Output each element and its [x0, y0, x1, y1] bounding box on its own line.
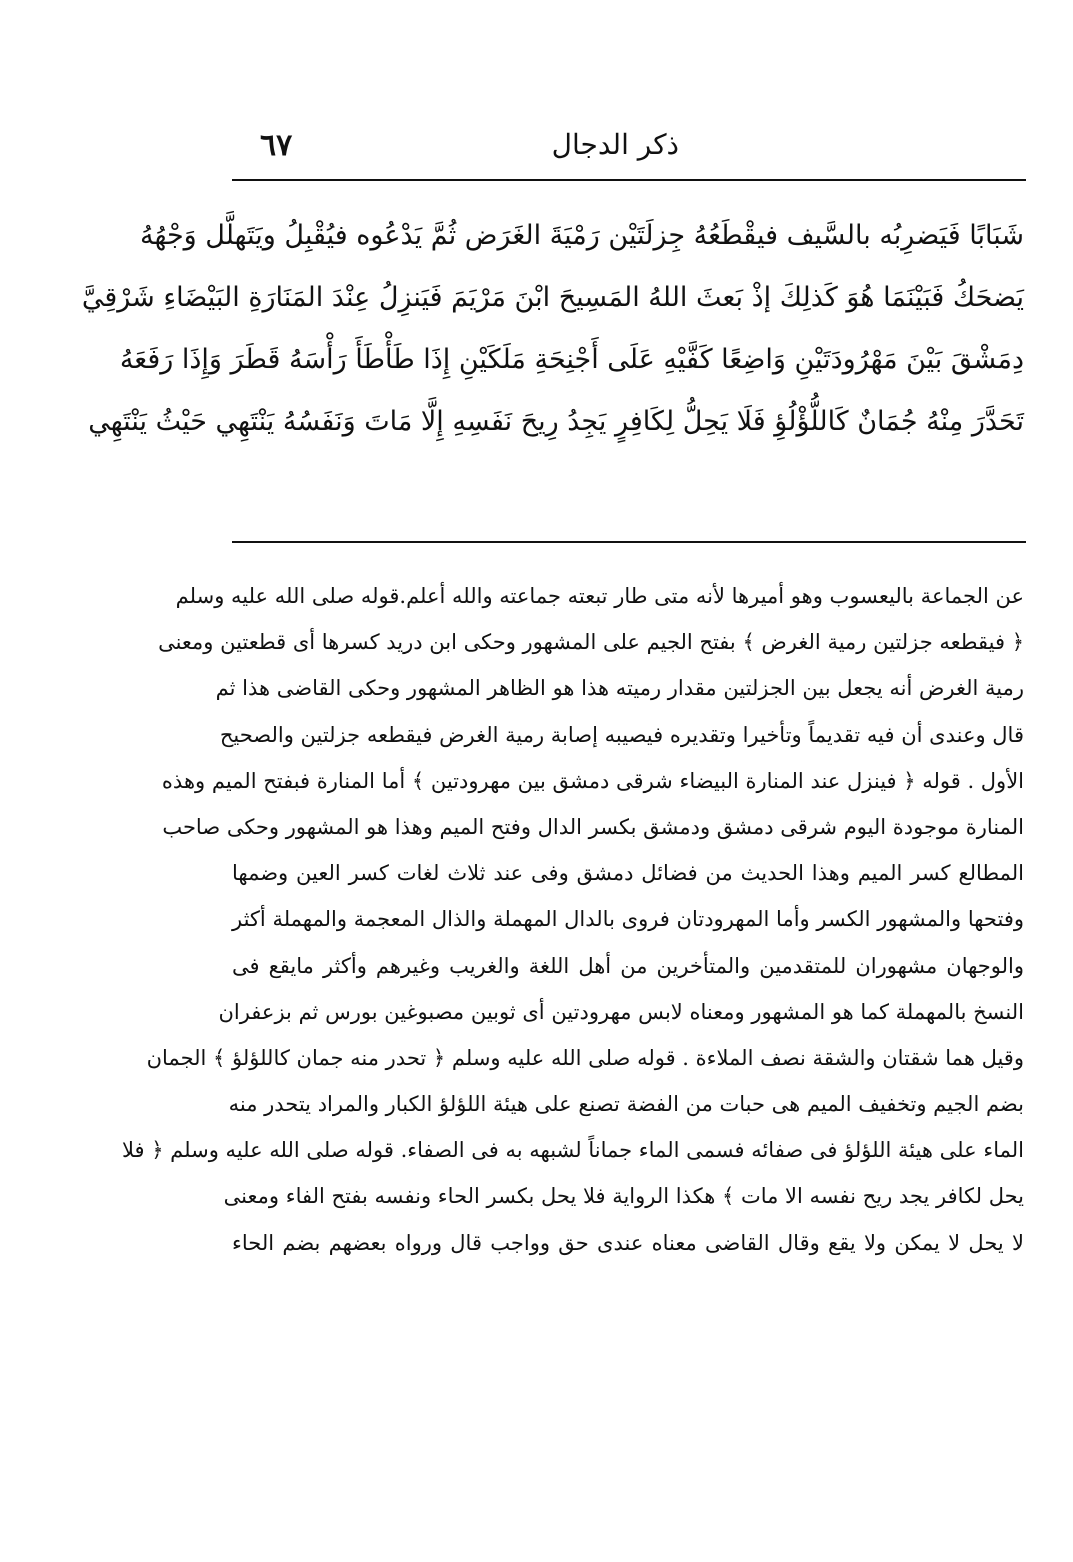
- commentary-line: وقيل هما شقتان والشقة نصف الملاءة . قوله صلى الله عليه وسلم ﴿ تحدر منه جمان كاللؤلؤ ﴾ الجمان: [146, 1045, 1024, 1070]
- chapter-title: ذكر الدجال: [551, 128, 679, 161]
- commentary-line: والوجهان مشهوران للمتقدمين والمتأخرين من أهل اللغة والغريب وغيرهم وأكثر مايقع فى: [232, 953, 1024, 978]
- commentary-line: يحل لكافر يجد ريح نفسه الا مات ﴾ هكذا الرواية فلا يحل بكسر الحاء ونفسه بفتح الفاء ومعنى: [223, 1184, 1024, 1209]
- hadith-line: يَضحَكُ فَبَيْنَمَا هُوَ كَذلِكَ إذْ بَعثَ اللهُ المَسِيحَ ابْنَ مَرْيَمَ فَيَنزِلُ عِنْدَ المَنَارَةِ البَيْضَاءِ شَرْقِيَّ: [81, 282, 1024, 313]
- commentary-line: بضم الجيم وتخفيف الميم هى حبات من الفضة تصنع على هيئة اللؤلؤ الكبار والمراد يتحدر منه: [228, 1092, 1024, 1117]
- commentary-line: ﴿ فيقطعه جزلتين رمية الغرض ﴾ بفتح الجيم على المشهور وحكى ابن دريد كسرها أى قطعتين ومعنى: [158, 630, 1024, 655]
- commentary-line: رمية الغرض أنه يجعل بين الجزلتين مقدار رميته هذا هو الظاهر المشهور وحكى القاضى هذا ثم: [215, 676, 1024, 701]
- header-divider: [232, 179, 1026, 181]
- commentary-line: الماء على هيئة اللؤلؤ فى صفائه فسمى الماء جماناً لشبهه به فى الصفاء. قوله صلى الله عليه وسلم ﴿ فلا: [121, 1138, 1024, 1163]
- commentary-line: المطالع كسر الميم وهذا الحديث من فضائل دمشق وفى عند ثلاث لغات كسر العين وضمها: [232, 861, 1024, 886]
- commentary-line: النسخ بالمهملة كما هو المشهور ومعناه لابس مهرودتين أى ثوبين مصبوغين بورس ثم بزعفران: [218, 999, 1024, 1024]
- section-divider: [232, 541, 1026, 543]
- page-number: ٦٧: [260, 128, 293, 163]
- commentary-text: [121, 573, 1024, 1266]
- commentary-line: قال وعندى أن فيه تقديماً وتأخيرا وتقديره فيصيبه إصابة رمية الغرض فيقطعه جزلتين والصحيح: [219, 722, 1024, 747]
- commentary-line: الأول . قوله ﴿ فينزل عند المنارة البيضاء شرقى دمشق بين مهرودتين ﴾ أما المنارة فبفتح الميم وهذه: [161, 768, 1024, 793]
- commentary-line: لا يحل لا يمكن ولا يقع وقال القاضى معناه عندى حق وواجب قال ورواه بعضهم بضم الحاء: [232, 1230, 1024, 1255]
- hadith-line: دِمَشْقَ بَيْنَ مَهْرُودَتَيْنِ وَاضِعًا كَفَّيْهِ عَلَى أَجْنِحَةِ مَلَكَيْنِ إِذَا طَأْطَأَ رَأْسَهُ قَطَرَ وَإِذَا رَفَعَهُ: [119, 344, 1024, 375]
- commentary-line: وفتحها والمشهور الكسر وأما المهرودتان فروى بالدال المهملة والذال المعجمة والمهملة أكثر: [232, 907, 1024, 932]
- hadith-line: شَبَابًا فَيَضرِبُه بالسَّيف فيقْطَعُهُ جِزلَتَيْن رَمْيَةَ الغَرَض ثُمَّ يَدْعُوه فيُقْبِلُ ويَتَهلَّل وَجْهُهُ: [140, 220, 1024, 251]
- page-header: [232, 122, 1024, 174]
- commentary-line: المنارة موجودة اليوم شرقى دمشق ودمشق بكسر الدال وفتح الميم وهذا هو المشهور وحكى صاحب: [162, 814, 1024, 839]
- commentary-line: عن الجماعة باليعسوب وهو أميرها لأنه متى طار تبعته جماعته والله أعلم.قوله صلى الله عليه وسلم: [175, 584, 1024, 608]
- hadith-text: [81, 205, 1024, 453]
- hadith-line: تَحَدَّرَ مِنْهُ جُمَانٌ كَاللُّؤْلُؤِ فَلَا يَحِلُّ لِكَافِرٍ يَجِدُ رِيحَ نَفَسِهِ إِلَّا مَاتَ وَنَفَسُهُ يَنْتَهِي حَيْثُ يَنْتَهِي: [88, 406, 1024, 437]
